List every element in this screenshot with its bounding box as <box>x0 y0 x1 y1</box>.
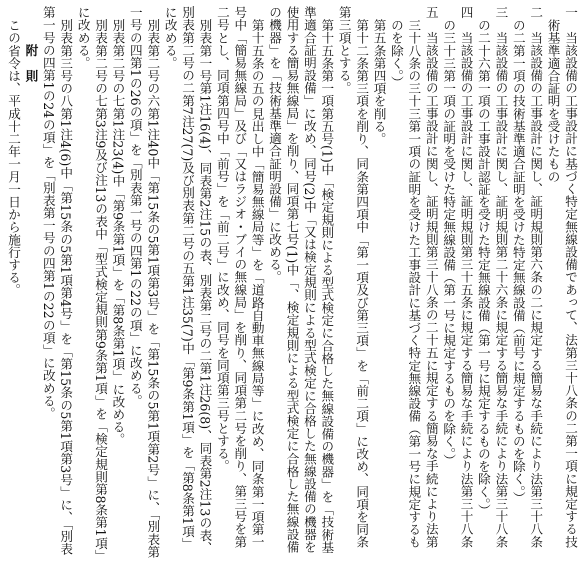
amendment-paragraph: 別表第一号第1注16(4)、同表第2注15の表、別表第二号の二第1注26(8)、同表第2注13の表、別表第二号の二第7注27(7)及び別表第二号の五第1注35(7)中「第9条第1項」を「第8条第1項」に改める。 <box>162 6 213 554</box>
vertical-text-body <box>6 6 579 560</box>
amendment-paragraph: 別表第二号の六第1注40中「第15条の5第1項第3号」を「第15条の5第1項第2号」に、「別表第一号の四第1の26の項」を「別表第一号の四第1の22の項」に改める。 <box>127 6 161 558</box>
clause-5: 五 当該設備の工事設計に関し、証明規則第三十八条の二十五に規定する簡易な手続により法第三十八条の三十三第一項の証明を受けた工事設計に基づく特定無線設備（第一号に規定するものを除く。） <box>388 6 439 548</box>
amendment-paragraph: 第五条第四項を削る。 <box>371 18 387 145</box>
amendment-paragraph: 別表第二号の七第1注23(4)中「第9条第1項」を「第8条第1項」に改める。 <box>110 18 126 446</box>
amendment-paragraph: 第十二条第三項を削り、同条第四項中「第一項及び第三項」を「前二項」に改め、同項を同条第三項とする。 <box>336 6 370 548</box>
clause-3: 三 当該設備の工事設計に関し、証明規則第二十六条に規定する簡易な手続により法第三十八条の二十六第一項の工事設計認証を受けた特定無線設備（第一号に規定するものを除く。） <box>475 6 509 548</box>
amendment-paragraph: 別表第二号の七第3注9及び注13の表中「型式検定規則第9条第1項」を「検定規則第8条第1項」に改める。 <box>75 6 109 556</box>
amendment-paragraph: 第十五条の五の見出し中「簡易無線局等」を「道路自動車無線局等」に改め、同条第一項第一号中「簡易無線局」及び「又はラジオ・ブイの無線局」を削り、同項第二号を削り、第三号を第二号とし、同項第四号中「前号」を「前二号」に改め、同号を同項第三号とする。 <box>214 6 265 548</box>
amendment-paragraph: 別表第三号の八第1注4(6)中「第15条の5第1項第4号」を「第15条の5第1項第3号」に、「別表第一号の四第1の24の項」を「別表第一号の四第1の22の項」に改める。 <box>40 6 74 555</box>
amendment-paragraph: 第十五条第一項第五号(1)中「検定規則による型式検定に合格した無線設備の機器」を「技術基準適合証明設備」に改め、同号(2)中「又は検定規則による型式検定に合格した無線設備の機器を使用する簡易無線局」を削り、同項第七号(1)中「、検定規則による型式検定に合格した無線設備の機器」を「技術基準適合証明設備」に改める。 <box>267 6 335 554</box>
clause-4: 四 当該設備の工事設計に関し、証明規則第三十五条に規定する簡易な手続により法第三十八条の三十三第一項の証明を受けた特定無線設備（第一号に規定するものを除く。） <box>441 6 474 548</box>
supplementary-provisions-heading: 附 則 <box>23 43 39 82</box>
clause-2: 二 当該設備の工事設計に関し、証明規則第六条の二に規定する簡易な手続により法第三十八条の二第一項の技術基準適合証明を受けた特定無線設備（前号に規定するものを除く。） <box>510 6 544 548</box>
clause-1: 一 当該設備の工事設計に基づく特定無線設備であって、法第三十八条の二第一項に規定する技術基準適合証明を受けたもの <box>545 6 578 548</box>
effective-date-paragraph: この省令は、平成十二年一月一日から施行する。 <box>6 18 21 296</box>
